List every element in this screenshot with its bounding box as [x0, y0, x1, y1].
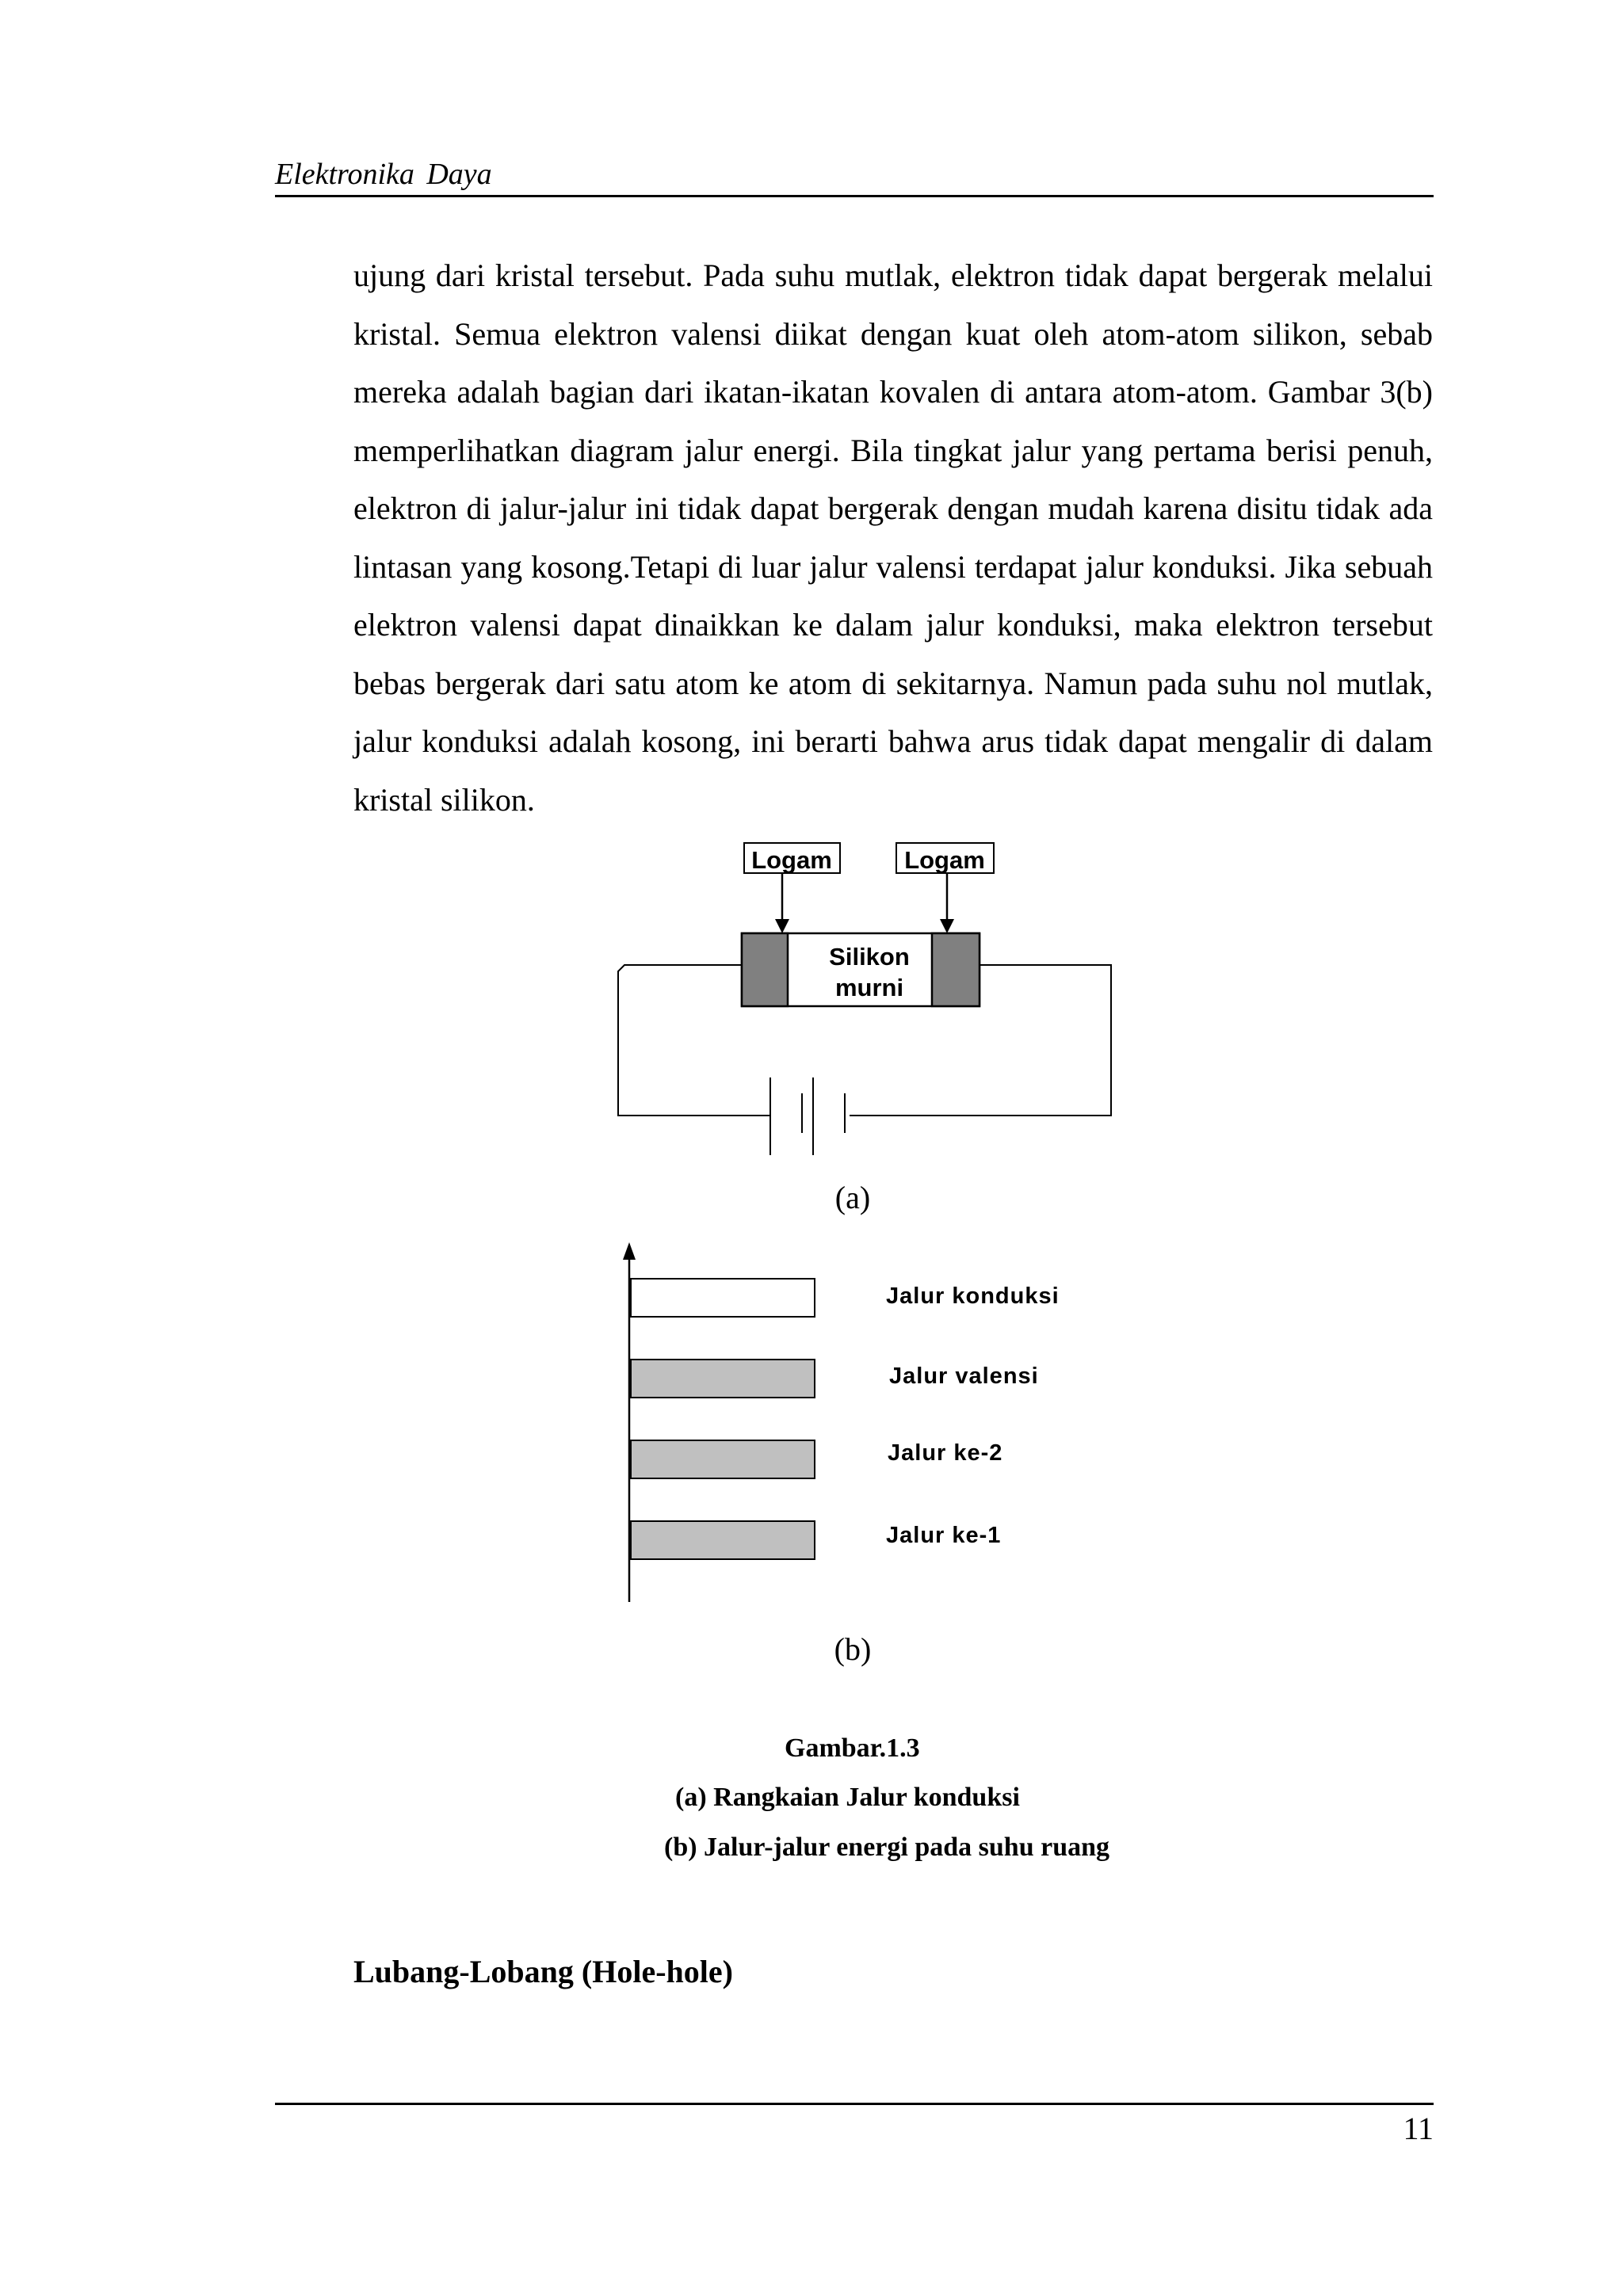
energy-band-2 [631, 1360, 815, 1398]
page-number: 11 [1403, 2111, 1434, 2146]
body-paragraph: ujung dari kristal tersebut. Pada suhu mutlak, elektron tidak dapat bergerak melalui kristal. Semua elektron valensi diikat dengan kuat oleh atom-atom silikon, sebab mereka adalah bagian dari ikatan-ikatan kovalen di antara atom-atom. Gambar 3(b) memperlihatkan diagram jalur energi. Bila tingkat jalur yang pertama berisi penuh, elektron di jalur-jalur ini tidak dapat bergerak dengan mudah karena disitu tidak ada lintasan yang kosong.Tetapi di luar jalur valensi terdapat jalur konduksi. Jika sebuah elektron valensi dapat dinaikkan ke dalam jalur konduksi, maka elektron tersebut bebas bergerak dari satu atom ke atom di sekitarnya. Namun pada suhu nol mutlak, jalur konduksi adalah kosong, ini berarti bahwa arus tidak dapat mengalir di dalam kristal silikon. [353, 257, 1433, 818]
energy-band-1 [631, 1279, 815, 1317]
energy-band-4 [631, 1521, 815, 1559]
silicon-label-line1: Silikon [829, 943, 910, 971]
running-header-title: Elektronika Daya [275, 158, 492, 191]
footer-rule [275, 2103, 1434, 2105]
section-heading: Lubang-Lobang (Hole-hole) [353, 1954, 733, 1989]
logam-right-label: Logam [904, 846, 985, 874]
energy-axis-arrowhead [623, 1242, 636, 1260]
energy-band-label-3: Jalur ke-2 [888, 1440, 1003, 1466]
energy-band-label-1: Jalur konduksi [886, 1283, 1060, 1309]
energy-band-label-4: Jalur ke-1 [886, 1523, 1002, 1548]
caption-title: Gambar.1.3 [785, 1733, 920, 1763]
logam-left-label: Logam [751, 846, 832, 874]
caption-line-a: (a) Rangkaian Jalur konduksi [675, 1783, 1020, 1812]
caption-line-b: (b) Jalur-jalur energi pada suhu ruang [664, 1833, 1110, 1862]
energy-band-label-2: Jalur valensi [889, 1363, 1039, 1389]
silicon-label-line2: murni [834, 974, 904, 1001]
energy-band-3 [631, 1440, 815, 1478]
figure-a-label: (a) [834, 1180, 871, 1215]
figure-b-label: (b) [834, 1631, 872, 1667]
